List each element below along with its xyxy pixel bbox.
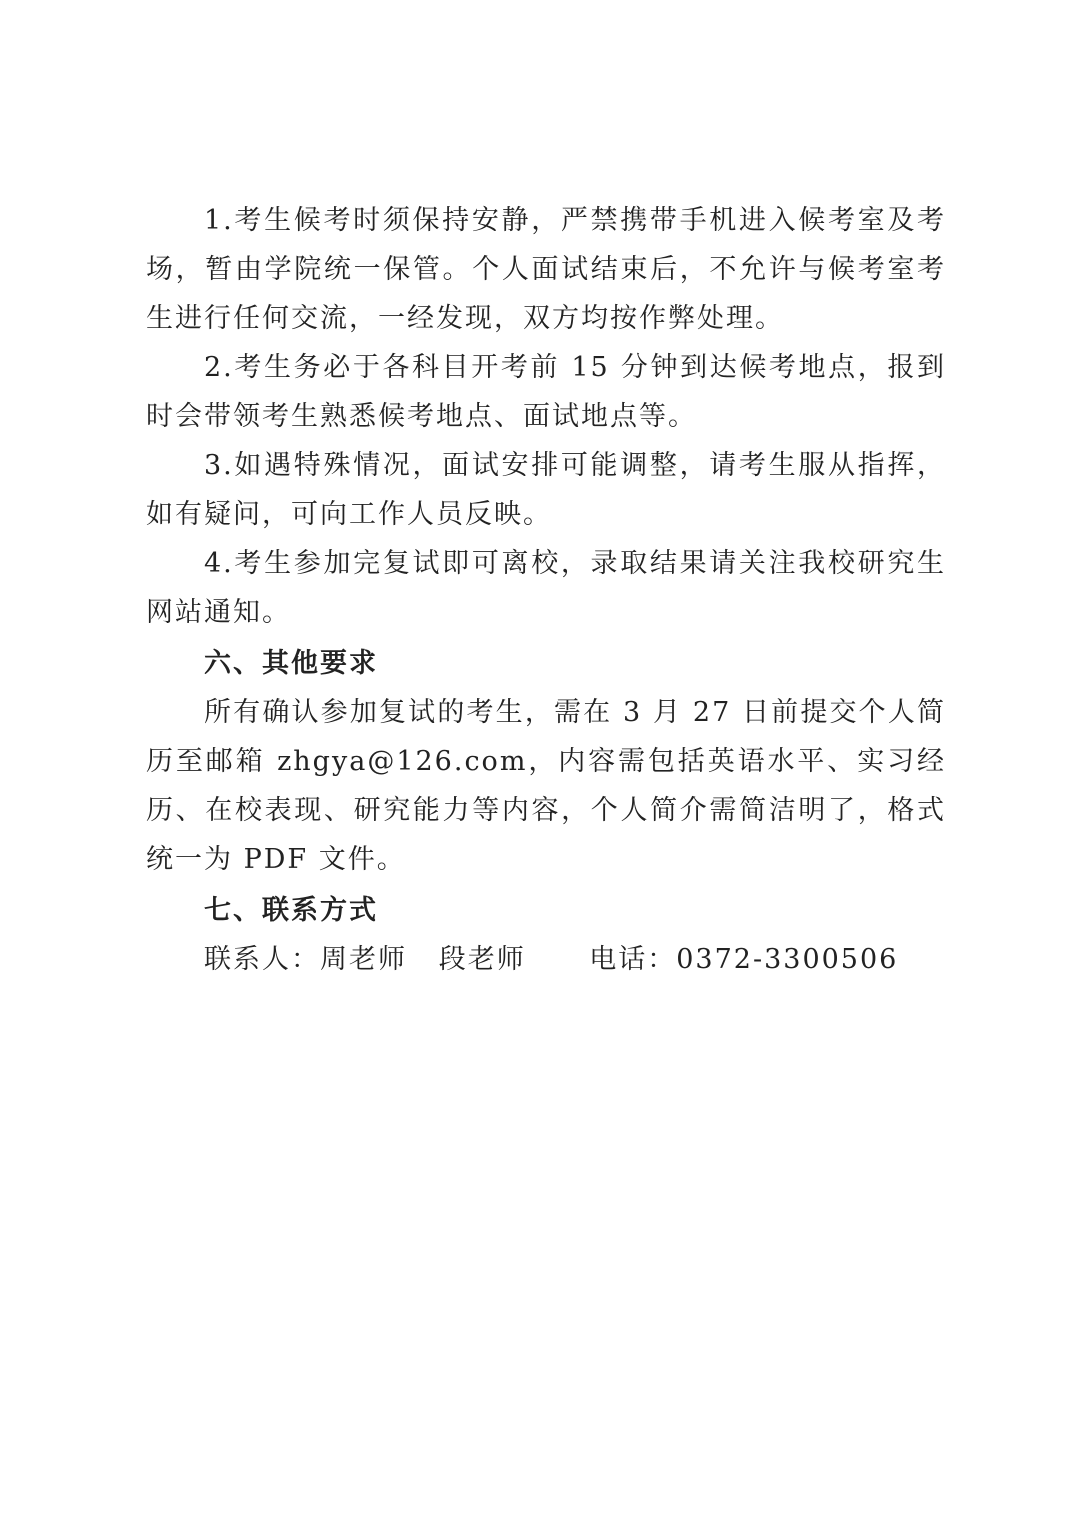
contact-line bbox=[146, 935, 946, 984]
notice-item-3: 3.如遇特殊情况，面试安排可能调整，请考生服从指挥，如有疑问，可向工作人员反映。 bbox=[146, 450, 946, 530]
contact-people: 周老师 段老师 bbox=[320, 944, 526, 975]
phone-label: 电话： bbox=[589, 944, 677, 975]
notice-item-4: 4.考生参加完复试即可离校，录取结果请关注我校研究生网站通知。 bbox=[146, 548, 946, 628]
notice-item-1: 1.考生候考时须保持安静，严禁携带手机进入候考室及考场，暂由学院统一保管。个人面试结束后，不允许与候考室考生进行任何交流，一经发现，双方均按作弊处理。 bbox=[146, 205, 946, 334]
document-page bbox=[146, 196, 946, 984]
section-7-heading: 七、联系方式 bbox=[204, 895, 378, 926]
section-6-body: 所有确认参加复试的考生，需在 3 月 27 日前提交个人简历至邮箱 zhgya@126.com，内容需包括英语水平、实习经历、在校表现、研究能力等内容，个人简介需简洁明了，格式统一为 PDF 文件。 bbox=[146, 697, 946, 875]
notice-item-2: 2.考生务必于各科目开考前 15 分钟到达候考地点，报到时会带领考生熟悉候考地点、面试地点等。 bbox=[146, 352, 946, 432]
contact-label: 联系人： bbox=[204, 944, 320, 975]
section-6-heading: 六、其他要求 bbox=[204, 648, 378, 679]
contact-spacer bbox=[526, 944, 590, 975]
phone-number: 0372-3300506 bbox=[676, 944, 899, 975]
